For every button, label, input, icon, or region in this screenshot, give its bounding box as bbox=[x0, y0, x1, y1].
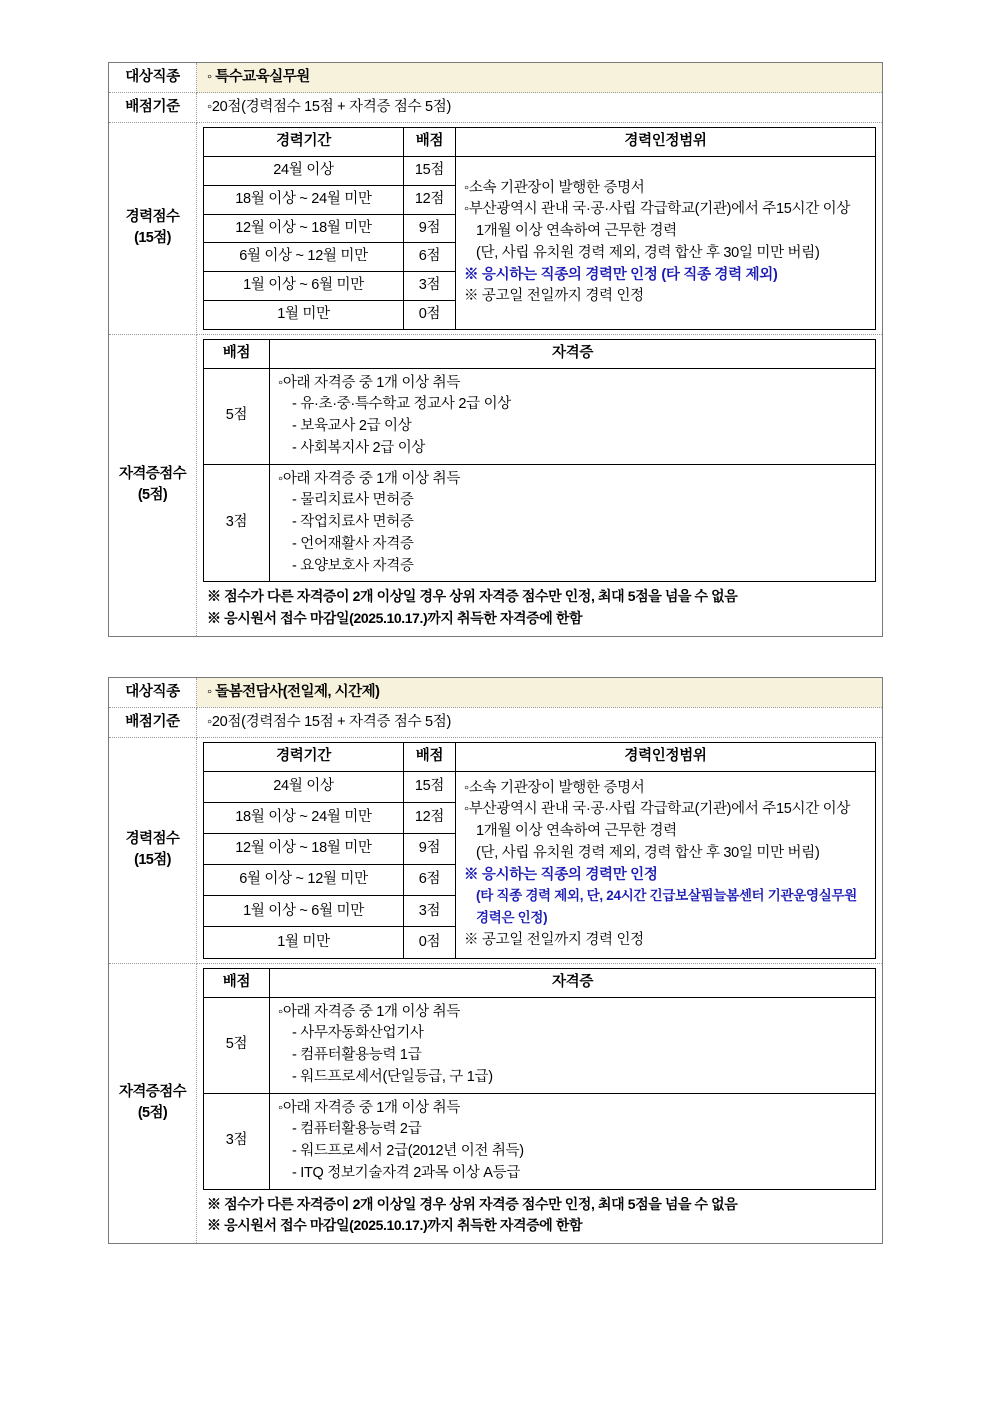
career-score-header-1: 배점 bbox=[404, 128, 456, 157]
cert-score-header-2: 배점 bbox=[204, 968, 270, 997]
table-row bbox=[204, 157, 876, 186]
career-table-2 bbox=[203, 742, 876, 959]
table-row bbox=[109, 707, 883, 737]
cert-lines-2-1 bbox=[270, 1093, 876, 1189]
cert-score-label-line1: 자격증점수 bbox=[118, 1084, 187, 1101]
career-period-1-4: 1월 이상 ~ 6월 미만 bbox=[204, 272, 404, 301]
criteria-text-2: 20점(경력점수 15점 + 자격증 점수 5점) bbox=[211, 713, 452, 730]
career-section-row-1 bbox=[109, 123, 883, 335]
career-period-2-2: 12월 이상 ~ 18월 미만 bbox=[204, 834, 404, 865]
cert-lines-1-1 bbox=[270, 464, 876, 582]
scope-line: (단, 사립 유치원 경력 제외, 경력 합산 후 30일 미만 버림) bbox=[476, 244, 820, 261]
scope-line: 1개월 이상 연속하여 근무한 경력 bbox=[476, 823, 677, 840]
scope-line: ※ 공고일 전일까지 경력 인정 bbox=[464, 931, 644, 948]
career-score-label-line2: (15점) bbox=[134, 852, 171, 869]
scope-line: ◦부산광역시 관내 국·공·사립 각급학교(기관)에서 주15시간 이상 bbox=[464, 201, 851, 218]
criteria-value-2 bbox=[197, 707, 883, 737]
scope-line: ◦부산광역시 관내 국·공·사립 각급학교(기관)에서 주15시간 이상 bbox=[464, 801, 851, 818]
career-score-2-1: 12점 bbox=[404, 802, 456, 833]
job-type-value-2 bbox=[197, 677, 883, 707]
cert-score-1-1: 3점 bbox=[204, 464, 270, 582]
cert-line: ◦아래 자격증 중 1개 이상 취득 bbox=[278, 1099, 461, 1116]
career-score-header-2: 배점 bbox=[404, 742, 456, 771]
scope-line: ◦소속 기관장이 발행한 증명서 bbox=[464, 179, 645, 196]
cert-score-2-0: 5점 bbox=[204, 997, 270, 1093]
career-period-header-1: 경력기간 bbox=[204, 128, 404, 157]
scope-line-highlight: 경력은 인정) bbox=[476, 910, 548, 926]
table-row bbox=[204, 368, 876, 464]
career-score-2-5: 0점 bbox=[404, 927, 456, 958]
table-row bbox=[109, 677, 883, 707]
cert-section-row-1 bbox=[109, 334, 883, 636]
bullet-icon: ◦ bbox=[207, 683, 212, 700]
career-scope-1 bbox=[456, 157, 876, 330]
scope-line: 1개월 이상 연속하여 근무한 경력 bbox=[476, 223, 677, 240]
career-table-1 bbox=[203, 127, 876, 330]
cert-line: - 요양보호사 자격증 bbox=[292, 557, 414, 574]
table-row bbox=[204, 771, 876, 802]
job-type-text-2: 돌봄전담사(전일제, 시간제) bbox=[215, 683, 380, 700]
cert-line: - 워드프로세서 2급(2012년 이전 취득) bbox=[292, 1143, 524, 1160]
career-period-1-2: 12월 이상 ~ 18월 미만 bbox=[204, 214, 404, 243]
criteria-text-1: 20점(경력점수 15점 + 자격증 점수 5점) bbox=[211, 99, 452, 116]
cert-table-cell-1 bbox=[197, 334, 883, 636]
cert-score-label-2 bbox=[109, 963, 197, 1243]
job-type-label-1: 대상직종 bbox=[109, 63, 197, 93]
table-row bbox=[204, 1093, 876, 1189]
career-period-2-5: 1월 미만 bbox=[204, 927, 404, 958]
cert-lines-1-0 bbox=[270, 368, 876, 464]
career-score-2-2: 9점 bbox=[404, 834, 456, 865]
cert-table-header-1 bbox=[204, 339, 876, 368]
career-period-2-1: 18월 이상 ~ 24월 미만 bbox=[204, 802, 404, 833]
cert-table-1 bbox=[203, 339, 876, 583]
career-period-1-3: 6월 이상 ~ 12월 미만 bbox=[204, 243, 404, 272]
career-period-2-4: 1월 이상 ~ 6월 미만 bbox=[204, 896, 404, 927]
cert-line: - 언어재활사 자격증 bbox=[292, 535, 414, 552]
cert-name-header-2: 자격증 bbox=[270, 968, 876, 997]
career-score-1-0: 15점 bbox=[404, 157, 456, 186]
cert-notes-1 bbox=[203, 582, 876, 631]
table-row bbox=[109, 63, 883, 93]
cert-line: ◦아래 자격증 중 1개 이상 취득 bbox=[278, 470, 461, 487]
scope-line-highlight: (타 직종 경력 제외, 단, 24시간 긴급보살핌늘봄센터 기관운영실무원 bbox=[476, 888, 857, 904]
career-table-header-1 bbox=[204, 128, 876, 157]
cert-line: - 컴퓨터활용능력 1급 bbox=[292, 1047, 422, 1064]
career-scope-header-1: 경력인정범위 bbox=[456, 128, 876, 157]
cert-score-label-line1: 자격증점수 bbox=[118, 466, 187, 483]
scope-line-highlight: ※ 응시하는 직종의 경력만 인정 (타 직종 경력 제외) bbox=[464, 266, 778, 283]
bullet-icon: ◦ bbox=[207, 713, 212, 730]
criteria-value-1 bbox=[197, 93, 883, 123]
cert-table-header-2 bbox=[204, 968, 876, 997]
cert-note: ※ 점수가 다른 자격증이 2개 이상일 경우 상위 자격증 점수만 인정, 최대 5점을 넘을 수 없음 bbox=[207, 1195, 738, 1212]
cert-score-label-line2: (5점) bbox=[137, 487, 168, 504]
career-score-1-3: 6점 bbox=[404, 243, 456, 272]
cert-section-row-2 bbox=[109, 963, 883, 1243]
career-scope-header-2: 경력인정범위 bbox=[456, 742, 876, 771]
cert-table-cell-2 bbox=[197, 963, 883, 1243]
career-score-label-2 bbox=[109, 737, 197, 963]
cert-score-header-1: 배점 bbox=[204, 339, 270, 368]
job-score-table-2 bbox=[108, 677, 883, 1244]
cert-score-2-1: 3점 bbox=[204, 1093, 270, 1189]
cert-line: - 작업치료사 면허증 bbox=[292, 514, 414, 531]
bullet-icon: ◦ bbox=[207, 69, 212, 85]
block-spacer bbox=[108, 637, 883, 677]
scope-line: ※ 공고일 전일까지 경력 인정 bbox=[464, 288, 644, 305]
table-row bbox=[109, 93, 883, 123]
career-score-label-line2: (15점) bbox=[134, 230, 171, 247]
career-score-1-5: 0점 bbox=[404, 300, 456, 329]
cert-note: ※ 응시원서 접수 마감일(2025.10.17.)까지 취득한 자격증에 한함 bbox=[207, 1217, 583, 1234]
cert-line: - 컴퓨터활용능력 2급 bbox=[292, 1121, 422, 1138]
career-score-2-4: 3점 bbox=[404, 896, 456, 927]
cert-note: ※ 응시원서 접수 마감일(2025.10.17.)까지 취득한 자격증에 한함 bbox=[207, 609, 583, 626]
cert-score-label-1 bbox=[109, 334, 197, 636]
cert-line: ◦아래 자격증 중 1개 이상 취득 bbox=[278, 1003, 461, 1020]
cert-line: - 보육교사 2급 이상 bbox=[292, 418, 412, 435]
cert-note: ※ 점수가 다른 자격증이 2개 이상일 경우 상위 자격증 점수만 인정, 최대 5점을 넘을 수 없음 bbox=[207, 588, 738, 605]
career-score-label-line1: 경력점수 bbox=[125, 209, 180, 226]
cert-table-2 bbox=[203, 968, 876, 1190]
career-period-2-0: 24월 이상 bbox=[204, 771, 404, 802]
bullet-icon: ◦ bbox=[207, 99, 212, 116]
cert-line: - 사회복지사 2급 이상 bbox=[292, 439, 426, 456]
career-table-header-2 bbox=[204, 742, 876, 771]
cert-score-label-line2: (5점) bbox=[137, 1105, 168, 1122]
cert-score-1-0: 5점 bbox=[204, 368, 270, 464]
criteria-label-2: 배점기준 bbox=[109, 707, 197, 737]
career-period-1-5: 1월 미만 bbox=[204, 300, 404, 329]
career-period-1-0: 24월 이상 bbox=[204, 157, 404, 186]
cert-lines-2-0 bbox=[270, 997, 876, 1093]
career-period-2-3: 6월 이상 ~ 12월 미만 bbox=[204, 865, 404, 896]
criteria-label-1: 배점기준 bbox=[109, 93, 197, 123]
career-score-2-0: 15점 bbox=[404, 771, 456, 802]
scope-line: (단, 사립 유치원 경력 제외, 경력 합산 후 30일 미만 버림) bbox=[476, 844, 820, 861]
career-scope-2 bbox=[456, 771, 876, 958]
cert-line: - 사무자동화산업기사 bbox=[292, 1025, 424, 1042]
cert-line: - ITQ 정보기술자격 2과목 이상 A등급 bbox=[292, 1164, 521, 1181]
career-score-label-1 bbox=[109, 123, 197, 335]
cert-line: - 물리치료사 면허증 bbox=[292, 492, 414, 509]
career-score-1-2: 9점 bbox=[404, 214, 456, 243]
table-row bbox=[204, 997, 876, 1093]
career-period-1-1: 18월 이상 ~ 24월 미만 bbox=[204, 185, 404, 214]
scope-line-highlight: ※ 응시하는 직종의 경력만 인정 bbox=[464, 866, 658, 883]
cert-name-header-1: 자격증 bbox=[270, 339, 876, 368]
career-score-1-4: 3점 bbox=[404, 272, 456, 301]
scope-line: ◦소속 기관장이 발행한 증명서 bbox=[464, 779, 645, 796]
job-type-label-2: 대상직종 bbox=[109, 677, 197, 707]
career-score-2-3: 6점 bbox=[404, 865, 456, 896]
job-score-table-1 bbox=[108, 62, 883, 637]
career-table-cell-2 bbox=[197, 737, 883, 963]
career-score-1-1: 12점 bbox=[404, 185, 456, 214]
career-score-label-line1: 경력점수 bbox=[125, 831, 180, 848]
table-row bbox=[204, 464, 876, 582]
cert-notes-2 bbox=[203, 1190, 876, 1239]
career-section-row-2 bbox=[109, 737, 883, 963]
cert-line: - 워드프로세서(단일등급, 구 1급) bbox=[292, 1068, 493, 1085]
cert-line: - 유·초·중·특수학교 정교사 2급 이상 bbox=[292, 396, 511, 413]
cert-line: ◦아래 자격증 중 1개 이상 취득 bbox=[278, 374, 461, 391]
career-period-header-2: 경력기간 bbox=[204, 742, 404, 771]
career-table-cell-1 bbox=[197, 123, 883, 335]
job-type-text-1: 특수교육실무원 bbox=[215, 69, 310, 85]
job-type-value-1 bbox=[197, 63, 883, 93]
